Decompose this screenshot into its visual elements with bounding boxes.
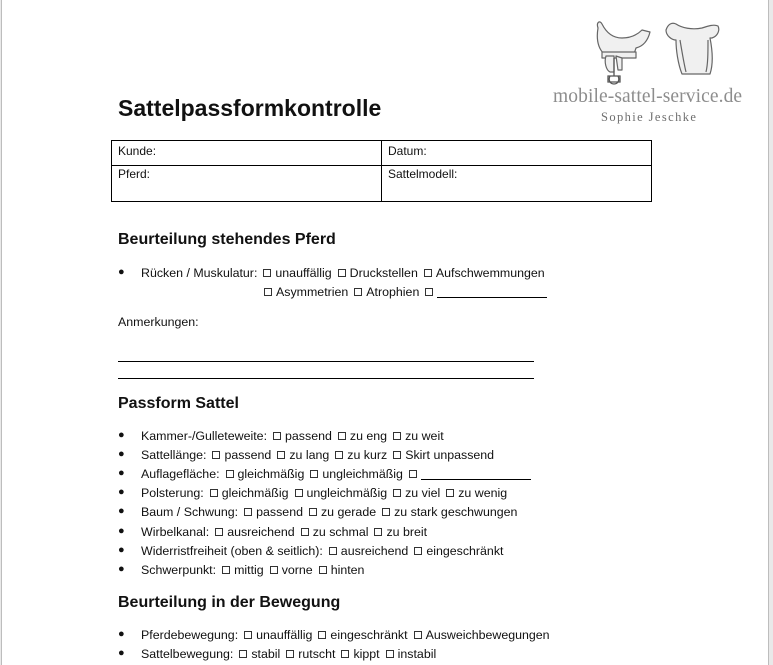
bullet-icon: ● xyxy=(118,486,125,499)
brand-name: mobile-sattel-service.de xyxy=(553,86,743,107)
checkbox-label: kippt xyxy=(353,647,380,661)
checkbox-label: gleichmäßig xyxy=(237,467,305,482)
checkbox-icon[interactable] xyxy=(319,566,327,574)
checkbox-option[interactable] xyxy=(335,447,387,463)
checkbox-icon[interactable] xyxy=(338,269,346,277)
saddle-model-label: Sattelmodell: xyxy=(388,167,458,181)
checkbox-label: unauffällig xyxy=(275,266,332,280)
checklist-item-label: Pferdebewegung: xyxy=(141,628,239,642)
checkbox-option[interactable] xyxy=(273,428,332,444)
checkbox-option[interactable] xyxy=(263,265,331,281)
checkbox-icon[interactable] xyxy=(310,470,318,478)
bullet-icon: ● xyxy=(118,543,125,556)
checkbox-option[interactable] xyxy=(329,543,409,559)
checkbox-icon[interactable] xyxy=(393,451,401,459)
checkbox-option[interactable] xyxy=(393,447,494,463)
checkbox-icon[interactable] xyxy=(244,508,252,516)
bullet-icon: ● xyxy=(118,647,125,659)
checkbox-option[interactable] xyxy=(386,646,437,662)
checkbox-icon[interactable] xyxy=(222,566,230,574)
checkbox-option[interactable] xyxy=(318,627,407,643)
checklist-item xyxy=(141,562,370,578)
checklist-item-label: Schwerpunkt: xyxy=(141,562,217,577)
checklist-item-label: Kammer-/Gulleteweite: xyxy=(141,429,268,443)
checkbox-option[interactable] xyxy=(414,543,503,559)
checklist-item xyxy=(141,428,450,444)
checkbox-option[interactable] xyxy=(226,466,305,482)
checkbox-option[interactable] xyxy=(374,524,427,540)
checkbox-icon[interactable] xyxy=(393,489,401,497)
checklist-item xyxy=(141,485,513,501)
section-heading-standing: Beurteilung stehendes Pferd xyxy=(118,231,336,248)
checkbox-label: rutscht xyxy=(298,647,336,661)
checkbox-option[interactable] xyxy=(270,562,313,578)
bullet-icon: ● xyxy=(118,448,125,461)
checkbox-option[interactable] xyxy=(295,485,388,501)
checkbox-option[interactable] xyxy=(244,504,303,520)
checklist-item xyxy=(141,524,433,540)
checkbox-option[interactable] xyxy=(215,524,295,540)
customer-info-table xyxy=(111,140,652,202)
checklist-item xyxy=(141,504,523,520)
section-heading-fit: Passform Sattel xyxy=(118,395,239,412)
checkbox-option[interactable] xyxy=(341,646,379,662)
checkbox-option[interactable] xyxy=(414,627,550,643)
checkbox-label: zu lang xyxy=(289,448,330,463)
checkbox-icon[interactable] xyxy=(273,432,281,440)
checklist-item-label: Widerristfreiheit (oben & seitlich): xyxy=(141,543,323,558)
checkbox-icon[interactable] xyxy=(295,489,303,497)
checklist-item-label: Auflagefläche: xyxy=(141,467,220,482)
checkbox-option[interactable] xyxy=(310,466,403,482)
fill-in-blank[interactable] xyxy=(421,468,531,480)
table-divider-vertical xyxy=(381,141,382,201)
checkbox-option[interactable] xyxy=(393,485,440,501)
english-saddle-icon xyxy=(662,18,722,78)
checkbox-icon[interactable] xyxy=(244,631,252,639)
checkbox-label: stabil xyxy=(251,647,281,661)
checkbox-icon[interactable] xyxy=(318,631,326,639)
horse-label: Pferd: xyxy=(118,167,151,181)
checkbox-label: zu breit xyxy=(386,524,428,539)
checkbox-label: zu wenig xyxy=(458,486,508,501)
fill-in-blank[interactable] xyxy=(437,286,547,298)
checkbox-icon[interactable] xyxy=(446,489,454,497)
checkbox-icon[interactable] xyxy=(341,650,349,658)
checkbox-icon[interactable] xyxy=(424,269,432,277)
bullet-icon: ● xyxy=(118,429,125,441)
checkbox-label: zu eng xyxy=(349,429,388,443)
checkbox-icon[interactable] xyxy=(270,566,278,574)
checkbox-icon[interactable] xyxy=(409,470,417,478)
checklist-item xyxy=(141,627,556,643)
checkbox-icon[interactable] xyxy=(335,451,343,459)
checkbox-option[interactable] xyxy=(393,428,444,444)
checkbox-option[interactable] xyxy=(354,284,419,300)
checkbox-option[interactable] xyxy=(382,504,517,520)
checkbox-icon[interactable] xyxy=(393,432,401,440)
document-page xyxy=(1,0,769,665)
checkbox-label: Aufschwemmungen xyxy=(435,266,545,280)
checkbox-label: eingeschränkt xyxy=(330,628,408,642)
checkbox-label: passend xyxy=(256,505,303,520)
checkbox-label: ausreichend xyxy=(227,524,295,539)
checklist-item-label: Wirbelkanal: xyxy=(141,524,210,539)
checkbox-label: zu kurz xyxy=(347,448,388,463)
checkbox-icon[interactable] xyxy=(374,528,382,536)
bullet-icon: ● xyxy=(118,266,125,278)
bullet-icon: ● xyxy=(118,524,125,537)
checkbox-option[interactable] xyxy=(239,646,280,662)
checkbox-label: zu weit xyxy=(405,429,444,443)
checkbox-icon[interactable] xyxy=(286,650,294,658)
checklist-item-continued xyxy=(264,284,553,300)
checkbox-icon[interactable] xyxy=(354,288,362,296)
checkbox-icon[interactable] xyxy=(263,269,271,277)
checkbox-option[interactable] xyxy=(222,562,264,578)
checkbox-option[interactable] xyxy=(264,284,348,300)
checkbox-label: gleichmäßig xyxy=(221,486,289,501)
checkbox-label: Skirt unpassend xyxy=(405,448,495,463)
checkbox-icon[interactable] xyxy=(264,288,272,296)
bullet-icon: ● xyxy=(118,505,125,518)
checkbox-label: Druckstellen xyxy=(349,266,418,280)
checkbox-icon[interactable] xyxy=(338,432,346,440)
checkbox-option[interactable] xyxy=(277,447,329,463)
checkbox-option[interactable] xyxy=(286,646,335,662)
checkbox-label: zu schmal xyxy=(312,524,369,539)
checkbox-option[interactable] xyxy=(446,485,507,501)
remarks-line[interactable] xyxy=(118,361,534,362)
checklist-item-label: Polsterung: xyxy=(141,486,204,501)
western-saddle-icon xyxy=(592,18,654,86)
page-title: Sattelpassformkontrolle xyxy=(118,95,382,121)
checkbox-icon[interactable] xyxy=(212,451,220,459)
remarks-line[interactable] xyxy=(118,378,534,379)
checklist-item xyxy=(141,543,509,559)
checkbox-label: ungleichmäßig xyxy=(306,486,388,501)
checkbox-label: zu stark geschwungen xyxy=(394,505,518,520)
brand-logo xyxy=(550,18,760,128)
checkbox-icon[interactable] xyxy=(425,288,433,296)
section-heading-movement: Beurteilung in der Bewegung xyxy=(118,594,341,611)
bullet-icon: ● xyxy=(118,467,125,480)
checkbox-option[interactable] xyxy=(244,627,312,643)
checklist-item-label: Sattelbewegung: xyxy=(141,647,234,661)
checkbox-option[interactable] xyxy=(424,265,545,281)
checkbox-icon[interactable] xyxy=(301,528,309,536)
checkbox-label: passend xyxy=(285,429,332,443)
checkbox-option[interactable] xyxy=(425,284,547,300)
checkbox-option[interactable] xyxy=(309,504,376,520)
checkbox-icon[interactable] xyxy=(329,547,337,555)
checkbox-icon[interactable] xyxy=(226,470,234,478)
checkbox-option[interactable] xyxy=(409,466,531,482)
customer-label: Kunde: xyxy=(118,144,157,158)
checklist-item-label: Baum / Schwung: xyxy=(141,505,239,520)
checkbox-icon[interactable] xyxy=(215,528,223,536)
checkbox-label: Asymmetrien xyxy=(276,285,349,299)
checkbox-label: mittig xyxy=(234,562,264,577)
checkbox-option[interactable] xyxy=(319,562,365,578)
checkbox-label: Atrophien xyxy=(366,285,420,299)
checkbox-option[interactable] xyxy=(212,447,271,463)
checkbox-icon[interactable] xyxy=(386,650,394,658)
checklist-item xyxy=(141,646,442,662)
checkbox-icon[interactable] xyxy=(414,631,422,639)
checkbox-label: unauffällig xyxy=(256,628,313,642)
checkbox-label: ungleichmäßig xyxy=(322,467,403,482)
checkbox-label: zu viel xyxy=(405,486,441,501)
checkbox-icon[interactable] xyxy=(309,508,317,516)
checkbox-option[interactable] xyxy=(338,428,387,444)
checkbox-option[interactable] xyxy=(338,265,418,281)
bullet-icon: ● xyxy=(118,562,125,575)
bullet-icon: ● xyxy=(118,628,125,640)
checkbox-label: zu gerade xyxy=(320,505,377,520)
checklist-item-label: Rücken / Muskulatur: xyxy=(141,266,258,280)
checkbox-icon[interactable] xyxy=(277,451,285,459)
checkbox-option[interactable] xyxy=(301,524,369,540)
checkbox-option[interactable] xyxy=(210,485,289,501)
checkbox-icon[interactable] xyxy=(210,489,218,497)
checkbox-icon[interactable] xyxy=(382,508,390,516)
checkbox-icon[interactable] xyxy=(239,650,247,658)
date-label: Datum: xyxy=(388,144,427,158)
checkbox-label: instabil xyxy=(397,647,437,661)
checklist-item xyxy=(141,466,537,482)
checklist-item-label: Sattellänge: xyxy=(141,448,207,463)
checklist-item xyxy=(141,265,551,281)
checkbox-label: vorne xyxy=(281,562,313,577)
brand-owner: Sophie Jeschke xyxy=(601,110,698,124)
checkbox-icon[interactable] xyxy=(414,547,422,555)
remarks-label: Anmerkungen: xyxy=(118,315,199,329)
checklist-item xyxy=(141,447,500,463)
checkbox-label: hinten xyxy=(330,562,365,577)
checkbox-label: ausreichend xyxy=(340,543,409,558)
checkbox-label: passend xyxy=(224,448,272,463)
checkbox-label: Ausweichbewegungen xyxy=(425,628,550,642)
checkbox-label: eingeschränkt xyxy=(426,543,504,558)
